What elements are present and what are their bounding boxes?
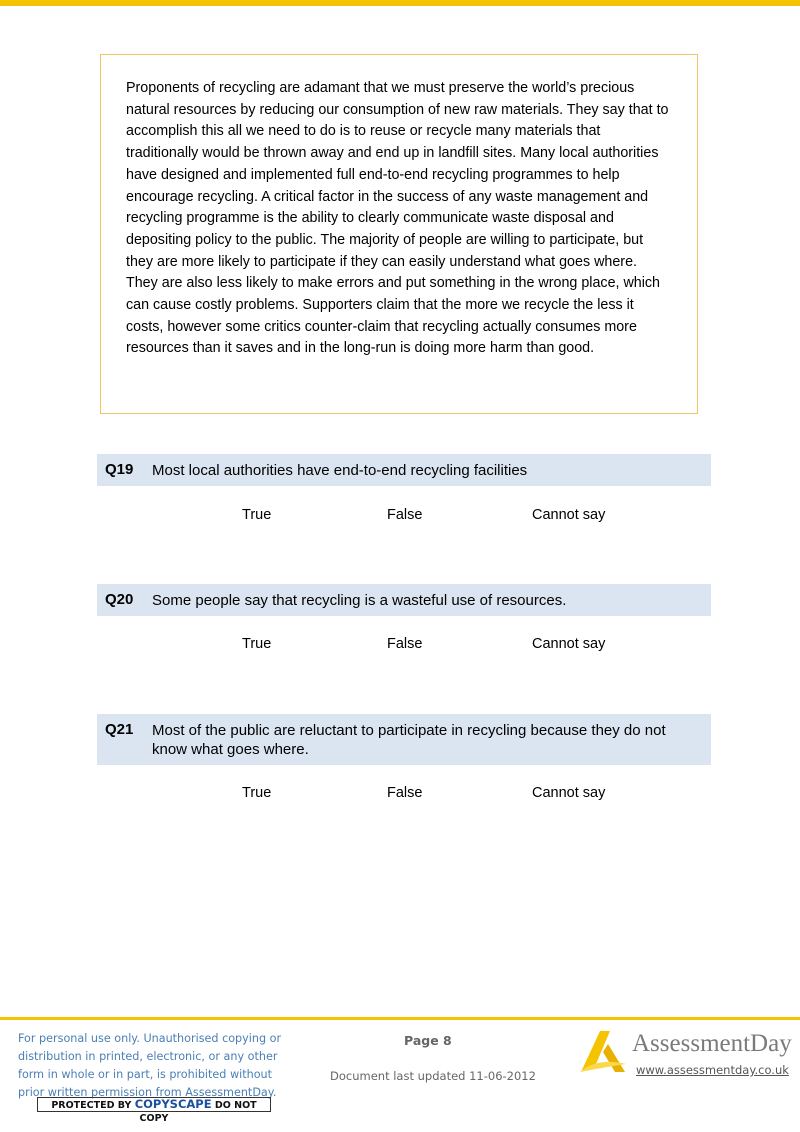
- question-number: Q20: [105, 591, 134, 608]
- copyscape-badge[interactable]: [37, 1097, 271, 1124]
- q20-option-false[interactable]: False: [387, 636, 423, 652]
- q21-option-true[interactable]: True: [242, 785, 272, 801]
- q19-option-true[interactable]: True: [242, 507, 272, 523]
- question-header-q21: [97, 714, 711, 765]
- copyscape-prefix: PROTECTED BY: [51, 1100, 132, 1111]
- q20-option-true[interactable]: True: [242, 636, 272, 652]
- question-text: Most of the public are reluctant to participate in recycling because they do not know what goes where.: [152, 722, 666, 758]
- passage-box: [100, 54, 698, 414]
- q20-option-cannot-say[interactable]: Cannot say: [532, 636, 606, 652]
- copyscape-brand: COPYSCAPE: [134, 1097, 212, 1111]
- assessmentday-logo-icon: [578, 1028, 628, 1076]
- q19-option-cannot-say[interactable]: Cannot say: [532, 507, 606, 523]
- logo-name: AssessmentDay: [632, 1030, 792, 1057]
- question-header-q19: [97, 454, 711, 486]
- copyscape-suffix: DO NOT COPY: [139, 1100, 257, 1124]
- footer-rule: [0, 1017, 800, 1020]
- q19-option-false[interactable]: False: [387, 507, 423, 523]
- top-accent-bar: [0, 0, 800, 6]
- logo-url-link[interactable]: www.assessmentday.co.uk: [636, 1063, 789, 1077]
- question-number: Q19: [105, 461, 134, 478]
- passage-text: Proponents of recycling are adamant that we must preserve the world’s precious natural resources by reducing our consumption of new raw materials. They say that to accomplish this all we need to do is to reuse or recycle many materials that traditionally would be thrown away and end up in landfill sites. Many local authorities have designed and implemented full end-to-end recycling programmes to help encourage recycling. A critical factor in the success of any waste management and recycling programme is the ability to clearly communicate waste disposal and depositing policy to the public. The majority of people are willing to participate, but they are more likely to participate if they can easily understand what goes where. They are also less likely to make errors and put something in the wrong place, which can cause costly problems. Supporters claim that the more we recycle the less it costs, however some critics counter-claim that recycling actually consumes more resources than it saves and in the long-run is doing more harm than good.: [126, 80, 669, 357]
- q21-option-false[interactable]: False: [387, 785, 423, 801]
- question-number: Q21: [105, 721, 134, 738]
- last-updated: Document last updated 11-06-2012: [330, 1069, 536, 1083]
- q21-option-cannot-say[interactable]: Cannot say: [532, 785, 606, 801]
- question-text: Some people say that recycling is a wasteful use of resources.: [152, 592, 567, 609]
- question-text: Most local authorities have end-to-end recycling facilities: [152, 462, 528, 479]
- question-header-q20: [97, 584, 711, 616]
- page-number: Page 8: [404, 1033, 452, 1048]
- footer-disclaimer: For personal use only. Unauthorised copying or distribution in printed, electronic, or any other form in whole or in part, is prohibited without prior written permission from AssessmentDay.: [18, 1032, 282, 1099]
